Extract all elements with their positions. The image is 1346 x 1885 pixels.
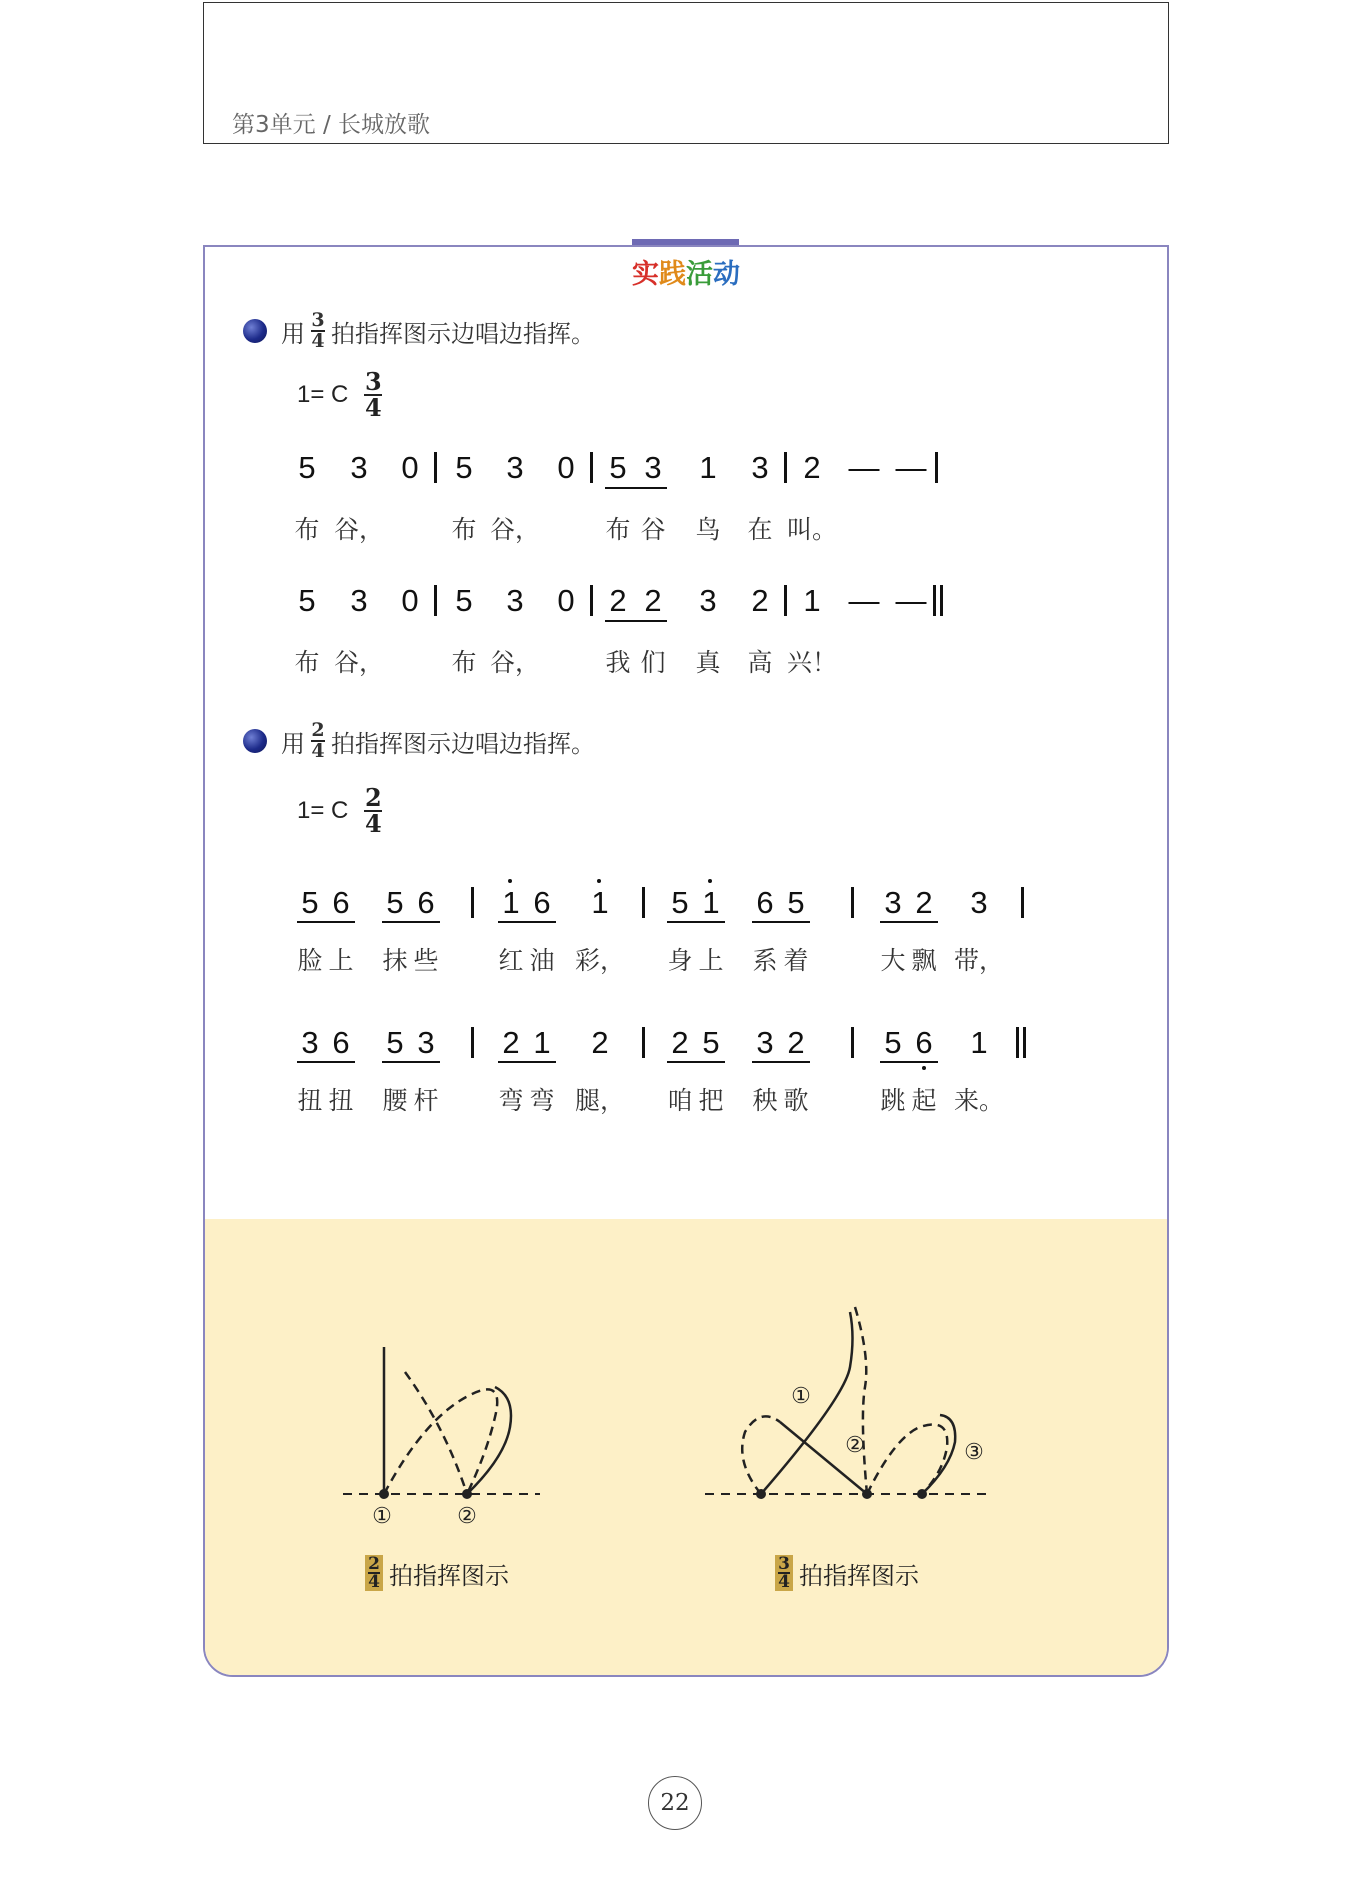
lyric: 系: [752, 946, 778, 975]
lyric: 扭: [297, 1086, 323, 1115]
lyric: 弯: [529, 1086, 555, 1115]
note: 0: [401, 450, 419, 485]
time-top: 2: [368, 1554, 380, 1574]
lyric: 彩，: [574, 946, 626, 975]
note: 5: [671, 885, 689, 920]
beat-path-dashed: [867, 1425, 947, 1495]
lyric: 腿，: [574, 1086, 626, 1115]
dash: —: [895, 450, 927, 485]
lyric: 上: [698, 946, 724, 975]
note: 1: [533, 1025, 551, 1060]
diagram-label-34: [775, 1555, 919, 1591]
beat-point: [462, 1489, 472, 1499]
lyric: 谷，: [489, 515, 541, 544]
lyric: 油: [529, 946, 555, 975]
beat-path-dashed: [855, 1307, 867, 1494]
time-bottom: 4: [365, 808, 382, 838]
time-top: 3: [365, 367, 382, 396]
time-top: 2: [365, 783, 382, 812]
note: 3: [970, 885, 988, 920]
lyric: 谷: [640, 515, 666, 544]
lyric: 飘: [911, 946, 937, 975]
header-box: [203, 2, 1169, 144]
lyric: 真: [695, 648, 721, 677]
note: 6: [417, 885, 435, 920]
note: 6: [533, 885, 551, 920]
lyric: 鸟: [695, 515, 721, 544]
note: 6: [332, 885, 350, 920]
note: 1: [803, 583, 821, 618]
title-char: 实: [632, 259, 659, 290]
note: 5: [298, 450, 316, 485]
diagram-caption: 拍指挥图示: [389, 1561, 509, 1590]
lyric: 歌: [783, 1086, 809, 1115]
dash: —: [848, 583, 880, 618]
lyric: 叫。: [786, 515, 838, 544]
lyric: 布: [294, 648, 320, 677]
lyric: 着: [783, 946, 809, 975]
note: 5: [386, 885, 404, 920]
note: 0: [401, 583, 419, 618]
lyric: 抹: [382, 946, 408, 975]
note: 0: [557, 450, 575, 485]
note: 2: [751, 583, 769, 618]
note: 5: [301, 885, 319, 920]
title-char: 动: [713, 259, 740, 290]
key-label: 1= C: [297, 796, 349, 824]
lyric: 我: [605, 648, 631, 677]
lyric: 红: [498, 946, 524, 975]
beat-marker: ③: [964, 1440, 984, 1465]
note: 5: [455, 583, 473, 618]
time-bottom: 4: [311, 740, 325, 763]
time-bottom: 4: [368, 1572, 380, 1593]
lyric: 跳: [880, 1086, 906, 1115]
diagram-caption: 拍指挥图示: [799, 1561, 919, 1590]
note: 5: [884, 1025, 902, 1060]
note: 3: [301, 1025, 319, 1060]
lyric: 们: [640, 648, 666, 677]
title-char: 活: [686, 259, 713, 290]
note: 6: [756, 885, 774, 920]
note: 5: [702, 1025, 720, 1060]
instruction-suffix: 拍指挥图示边唱边指挥。: [331, 729, 595, 758]
lyric: 上: [328, 946, 354, 975]
lyric: 布: [294, 515, 320, 544]
beat-marker: ②: [457, 1504, 477, 1529]
note: 3: [350, 583, 368, 618]
lyric: 把: [698, 1086, 724, 1115]
lyric: 脸: [297, 946, 323, 975]
note: 2: [787, 1025, 805, 1060]
dash: —: [848, 450, 880, 485]
page-number: 22: [648, 1776, 702, 1830]
note: 2: [502, 1025, 520, 1060]
lyric: 腰: [382, 1086, 408, 1115]
beat-path-solid: [922, 1415, 955, 1494]
diagram-label-24: [365, 1555, 509, 1591]
note: 5: [609, 450, 627, 485]
note: 2: [803, 450, 821, 485]
lyric: 在: [747, 515, 773, 544]
note: 5: [787, 885, 805, 920]
time-bottom: 4: [365, 392, 382, 422]
note: 5: [386, 1025, 404, 1060]
lyric: 带，: [953, 946, 1005, 975]
time-bottom: 4: [311, 330, 325, 353]
note: 5: [298, 583, 316, 618]
time-top: 3: [778, 1554, 790, 1574]
instruction-prefix: 用: [281, 319, 305, 348]
note: 2: [671, 1025, 689, 1060]
beat-marker: ①: [791, 1384, 811, 1409]
note: 3: [751, 450, 769, 485]
title-char: 践: [659, 259, 686, 290]
note: 3: [506, 450, 524, 485]
beat-point: [917, 1489, 927, 1499]
note: 3: [644, 450, 662, 485]
lyric: 布: [451, 515, 477, 544]
lyric: 高: [747, 648, 773, 677]
dash: —: [895, 583, 927, 618]
note: 1: [591, 885, 609, 920]
lyric: 谷，: [333, 515, 385, 544]
note: 5: [455, 450, 473, 485]
lyric: 弯: [498, 1086, 524, 1115]
time-top: 2: [311, 719, 325, 741]
lyric: 身: [667, 946, 693, 975]
lyric: 谷，: [489, 648, 541, 677]
lyric: 咱: [667, 1086, 693, 1115]
note: 3: [699, 583, 717, 618]
key-label: 1= C: [297, 380, 349, 408]
beat-path-dashed: [742, 1416, 780, 1494]
lyric: 些: [413, 946, 439, 975]
lyric: 兴！: [786, 648, 838, 677]
beat-marker: ①: [372, 1504, 392, 1529]
lyric: 大: [880, 946, 906, 975]
lyric: 布: [451, 648, 477, 677]
note: 3: [350, 450, 368, 485]
lyric: 谷，: [333, 648, 385, 677]
lyric: 布: [605, 515, 631, 544]
note: 0: [557, 583, 575, 618]
beat-path-dashed: [405, 1372, 467, 1494]
note: 6: [915, 1025, 933, 1060]
note: 3: [884, 885, 902, 920]
lyric: 秧: [752, 1086, 778, 1115]
note: 1: [702, 885, 720, 920]
instruction-prefix: 用: [281, 729, 305, 758]
beat-point: [862, 1489, 872, 1499]
diagram-34: [705, 1307, 990, 1499]
note: 2: [591, 1025, 609, 1060]
beat-path-dashed: [384, 1389, 497, 1494]
lyric: 起: [911, 1086, 937, 1115]
note: 3: [756, 1025, 774, 1060]
lyric: 扭: [328, 1086, 354, 1115]
note: 2: [644, 583, 662, 618]
note: 6: [332, 1025, 350, 1060]
unit-header: 第3单元 / 长城放歌: [232, 112, 431, 138]
instruction-suffix: 拍指挥图示边唱边指挥。: [331, 319, 595, 348]
lyric: 来。: [953, 1086, 1005, 1115]
conducting-diagrams: [205, 247, 1167, 1677]
note: 3: [506, 583, 524, 618]
practice-activity-panel: [203, 245, 1169, 1677]
lyric: 杆: [413, 1086, 439, 1115]
diagram-24: [343, 1347, 540, 1529]
time-top: 3: [311, 309, 325, 331]
note: 3: [417, 1025, 435, 1060]
note: 2: [609, 583, 627, 618]
note: 1: [699, 450, 717, 485]
beat-path-solid: [467, 1387, 511, 1494]
label-time-signature: [775, 1555, 793, 1591]
note: 1: [502, 885, 520, 920]
label-time-signature: [365, 1555, 383, 1591]
note: 1: [970, 1025, 988, 1060]
beat-point: [379, 1489, 389, 1499]
note: 2: [915, 885, 933, 920]
beat-marker: ②: [845, 1433, 865, 1458]
time-bottom: 4: [778, 1572, 790, 1593]
beat-point: [756, 1489, 766, 1499]
